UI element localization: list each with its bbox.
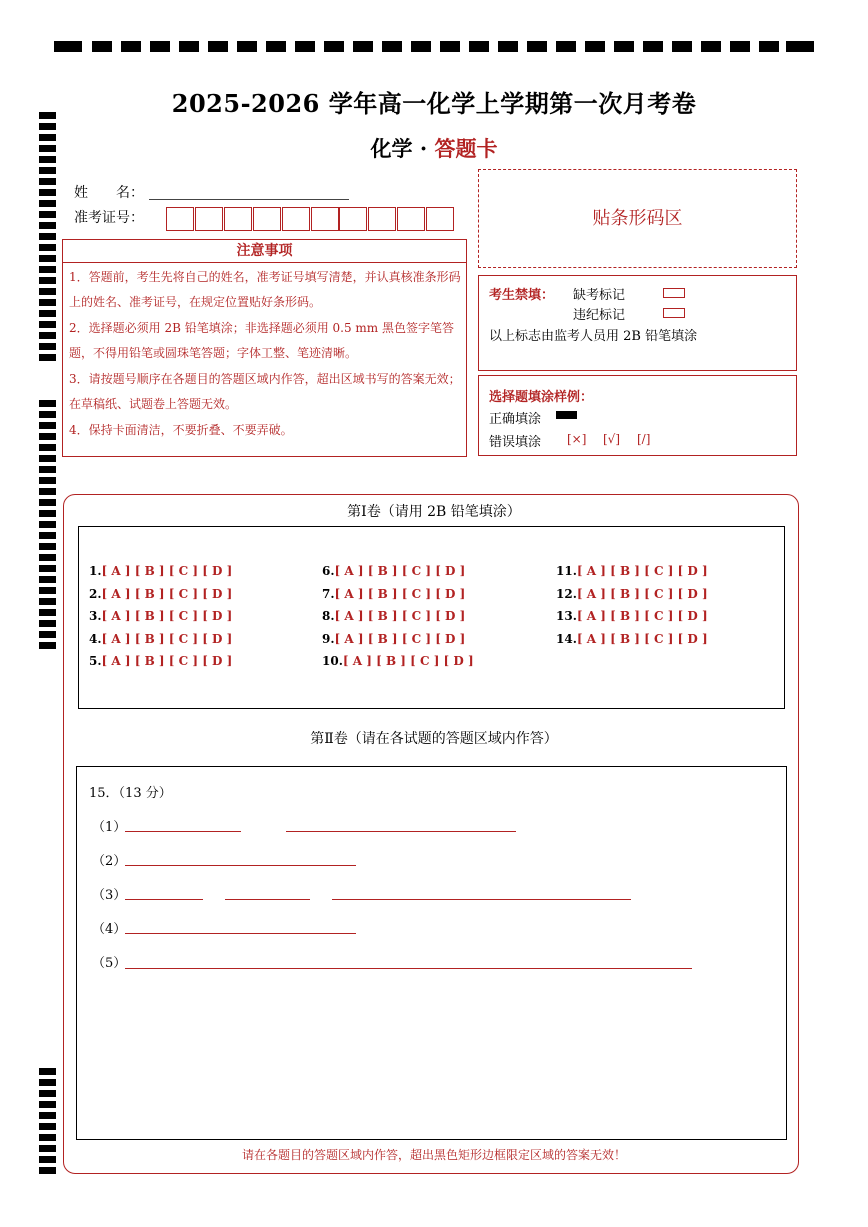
timing-mark	[121, 41, 141, 52]
q15-header: 15．（13 分）	[89, 786, 172, 801]
timing-mark	[730, 41, 750, 52]
mc-question-number: 9.	[322, 631, 335, 646]
timing-mark	[39, 1167, 56, 1174]
answer-blank[interactable]	[286, 818, 516, 832]
mc-question-number: 6.	[322, 564, 335, 578]
part1-title: 第Ⅰ卷（请用 2B 铅笔填涂）	[347, 504, 521, 520]
sub-label-1: （1）	[92, 820, 127, 835]
timing-mark	[39, 488, 56, 495]
timing-mark	[39, 343, 56, 350]
timing-mark	[39, 565, 56, 572]
timing-mark	[39, 466, 56, 473]
timing-mark	[440, 41, 460, 52]
timing-mark	[382, 41, 402, 52]
timing-mark	[39, 620, 56, 627]
exam-id-digit-box[interactable]	[339, 207, 367, 231]
forbidden-title: 考生禁填：	[489, 288, 555, 303]
exam-id-digit-box[interactable]	[166, 207, 194, 231]
timing-mark	[353, 41, 373, 52]
notice-item: 3．请按题号顺序在各题目的答题区域内作答，超出区域书写的答案无效；在草稿纸、试题卷上答题无效。	[69, 372, 461, 411]
timing-mark	[179, 41, 199, 52]
timing-mark	[39, 1068, 56, 1075]
timing-mark	[150, 41, 170, 52]
exam-id-digit-box[interactable]	[397, 207, 425, 231]
timing-mark	[39, 244, 56, 251]
mc-question-number: 4.	[89, 631, 102, 646]
mc-question-row[interactable]	[556, 587, 708, 601]
exam-id-digit-box[interactable]	[311, 207, 339, 231]
timing-mark	[39, 455, 56, 462]
mc-question-row[interactable]	[322, 564, 465, 578]
mc-question-number: 12.	[556, 586, 577, 601]
notice-title: 注意事项	[62, 239, 467, 263]
timing-mark	[39, 178, 56, 185]
answer-blank[interactable]	[332, 886, 631, 900]
answer-blank[interactable]	[125, 955, 692, 969]
timing-mark	[39, 554, 56, 561]
mc-options[interactable]: [ A ] [ B ] [ C ] [ D ]	[334, 609, 466, 623]
timing-mark	[39, 631, 56, 638]
timing-mark	[614, 41, 634, 52]
timing-mark	[39, 609, 56, 616]
timing-mark	[295, 41, 315, 52]
timing-mark	[556, 41, 576, 52]
barcode-area	[478, 169, 797, 268]
exam-id-digit-box[interactable]	[195, 207, 223, 231]
page-title: 2025-2026 学年高一化学上学期第一次月考卷	[171, 89, 697, 118]
absent-mark[interactable]	[663, 288, 685, 298]
timing-mark	[39, 277, 56, 284]
notice-box	[62, 262, 467, 457]
timing-mark	[39, 354, 56, 361]
timing-mark	[39, 521, 56, 528]
timing-mark	[39, 211, 56, 218]
mc-question-row[interactable]	[556, 632, 708, 646]
mc-question-number: 13.	[556, 609, 577, 623]
answer-blank[interactable]	[125, 852, 356, 866]
mc-options[interactable]: [ A ] [ B ] [ C ] [ D ]	[576, 631, 708, 646]
absent-label: 缺考标记	[573, 288, 626, 303]
mc-question-row[interactable]	[89, 654, 232, 668]
mc-options[interactable]: [ A ] [ B ] [ C ] [ D ]	[101, 586, 233, 601]
exam-id-digit-box[interactable]	[224, 207, 252, 231]
timing-mark	[39, 1134, 56, 1141]
timing-mark	[324, 41, 344, 52]
answer-blank[interactable]	[125, 818, 241, 832]
timing-mark	[759, 41, 779, 52]
top-timing-marks	[54, 41, 814, 55]
footer-warning: 请在各题目的答题区域内作答，超出黑色矩形边框限定区域的答案无效！	[241, 1148, 626, 1162]
timing-mark	[39, 532, 56, 539]
violation-label: 违纪标记	[573, 308, 626, 323]
mc-question-number: 3.	[89, 609, 102, 623]
mc-question-number: 8.	[322, 609, 335, 623]
exam-id-digit-box[interactable]	[282, 207, 310, 231]
timing-mark	[39, 266, 56, 273]
sub-label-4: （4）	[92, 922, 127, 937]
violation-mark[interactable]	[663, 308, 685, 318]
timing-mark	[39, 123, 56, 130]
timing-mark	[39, 200, 56, 207]
timing-mark	[39, 222, 56, 229]
mc-question-row[interactable]	[322, 609, 465, 623]
mc-options[interactable]: [ A ] [ B ] [ C ] [ D ]	[334, 631, 466, 646]
forbidden-note: 以上标志由监考人员用 2B 铅笔填涂	[489, 329, 698, 344]
mc-question-row[interactable]	[89, 632, 232, 646]
timing-mark	[39, 321, 56, 328]
mc-options[interactable]: [ A ] [ B ] [ C ] [ D ]	[101, 564, 233, 578]
timing-mark	[39, 189, 56, 196]
timing-mark	[39, 233, 56, 240]
timing-mark	[39, 299, 56, 306]
mc-question-row[interactable]	[322, 654, 474, 668]
timing-mark	[39, 310, 56, 317]
timing-mark	[39, 433, 56, 440]
mc-question-row[interactable]	[322, 587, 465, 601]
timing-mark	[786, 41, 814, 52]
timing-mark	[39, 411, 56, 418]
timing-mark	[672, 41, 692, 52]
wrong-fill-slash: [/]	[637, 432, 651, 446]
timing-mark	[411, 41, 431, 52]
timing-mark	[237, 41, 257, 52]
timing-mark	[527, 41, 547, 52]
mc-options[interactable]: [ A ] [ B ] [ C ] [ D ]	[101, 631, 233, 646]
timing-mark	[39, 598, 56, 605]
part2-title: 第Ⅱ卷（请在各试题的答题区域内作答）	[310, 731, 558, 747]
notice-item: 1．答题前，考生先将自己的姓名，准考证号填写清楚，并认真核准条形码上的姓名、准考证号，在规定位置贴好条形码。	[69, 270, 461, 309]
timing-mark	[39, 543, 56, 550]
subtitle-subject: 化学 ·	[370, 136, 435, 161]
timing-mark	[39, 477, 56, 484]
timing-mark	[39, 422, 56, 429]
notice-item: 4．保持卡面清洁，不要折叠、不要弄破。	[69, 423, 293, 437]
exam-id-digit-box[interactable]	[253, 207, 281, 231]
sub-label-3: （3）	[92, 888, 127, 903]
wrong-fill-check: [√]	[603, 432, 621, 446]
mc-question-number: 2.	[89, 586, 102, 601]
timing-mark	[39, 1090, 56, 1097]
fill-example-title: 选择题填涂样例：	[489, 390, 594, 405]
timing-mark	[39, 288, 56, 295]
mc-question-row[interactable]	[89, 587, 232, 601]
timing-mark	[39, 444, 56, 451]
timing-mark	[701, 41, 721, 52]
correct-fill-label: 正确填涂	[489, 412, 542, 427]
timing-mark	[39, 1123, 56, 1130]
timing-mark	[266, 41, 286, 52]
notice-item: 2．选择题必须用 2B 铅笔填涂；非选择题必须用 0.5 mm 黑色签字笔答题，不得用铅笔或圆珠笔答题；字体工整、笔迹清晰。	[69, 321, 455, 360]
mc-question-row[interactable]	[556, 609, 708, 623]
answer-blank[interactable]	[225, 886, 310, 900]
mc-options[interactable]: [ A ] [ B ] [ C ] [ D ]	[334, 586, 466, 601]
timing-mark	[585, 41, 605, 52]
answer-blank[interactable]	[125, 886, 203, 900]
exam-id-label: 准考证号：	[74, 210, 144, 226]
sub-label-2: （2）	[92, 854, 127, 869]
mc-question-number: 7.	[322, 586, 335, 601]
barcode-area-label: 贴条形码区	[592, 208, 683, 229]
wrong-fill-cross: [×]	[567, 432, 587, 446]
fill-example-box	[478, 375, 797, 456]
timing-mark	[39, 1079, 56, 1086]
correct-fill-sample	[556, 411, 577, 419]
timing-mark	[469, 41, 489, 52]
exam-id-digit-box[interactable]	[368, 207, 396, 231]
mc-options[interactable]: [ A ] [ B ] [ C ] [ D ]	[342, 654, 474, 668]
mc-options[interactable]: [ A ] [ B ] [ C ] [ D ]	[576, 609, 708, 623]
timing-mark	[39, 642, 56, 649]
timing-mark	[54, 41, 82, 52]
mc-question-number: 5.	[89, 654, 102, 668]
sub-label-5: （5）	[92, 956, 127, 971]
mc-question-number: 14.	[556, 631, 577, 646]
page-subtitle	[0, 133, 868, 163]
mc-question-row[interactable]	[322, 632, 465, 646]
answer-blank[interactable]	[125, 920, 356, 934]
mc-question-row[interactable]	[89, 609, 232, 623]
timing-mark	[498, 41, 518, 52]
wrong-fill-label: 错误填涂	[489, 435, 542, 450]
mc-question-number: 1.	[89, 564, 102, 578]
mc-question-row[interactable]	[556, 564, 708, 578]
name-label: 姓 名：	[74, 185, 144, 201]
mc-question-row[interactable]	[89, 564, 232, 578]
mc-question-number: 10.	[322, 654, 343, 668]
timing-mark	[39, 576, 56, 583]
mc-options[interactable]: [ A ] [ B ] [ C ] [ D ]	[101, 609, 233, 623]
timing-mark	[39, 255, 56, 262]
timing-mark	[39, 332, 56, 339]
name-field[interactable]	[149, 182, 349, 200]
mc-question-number: 11.	[556, 564, 577, 578]
mc-options[interactable]: [ A ] [ B ] [ C ] [ D ]	[334, 564, 466, 578]
timing-mark	[643, 41, 663, 52]
exam-id-digit-box[interactable]	[426, 207, 454, 231]
timing-mark	[39, 1101, 56, 1108]
timing-mark	[39, 587, 56, 594]
timing-mark	[39, 167, 56, 174]
timing-mark	[39, 400, 56, 407]
forbidden-box	[478, 275, 797, 371]
mc-options[interactable]: [ A ] [ B ] [ C ] [ D ]	[576, 586, 708, 601]
mc-options[interactable]: [ A ] [ B ] [ C ] [ D ]	[576, 564, 708, 578]
subtitle-answer-sheet: 答题卡	[434, 136, 498, 161]
timing-mark	[208, 41, 228, 52]
timing-mark	[92, 41, 112, 52]
mc-options[interactable]: [ A ] [ B ] [ C ] [ D ]	[101, 654, 233, 668]
timing-mark	[39, 1112, 56, 1119]
